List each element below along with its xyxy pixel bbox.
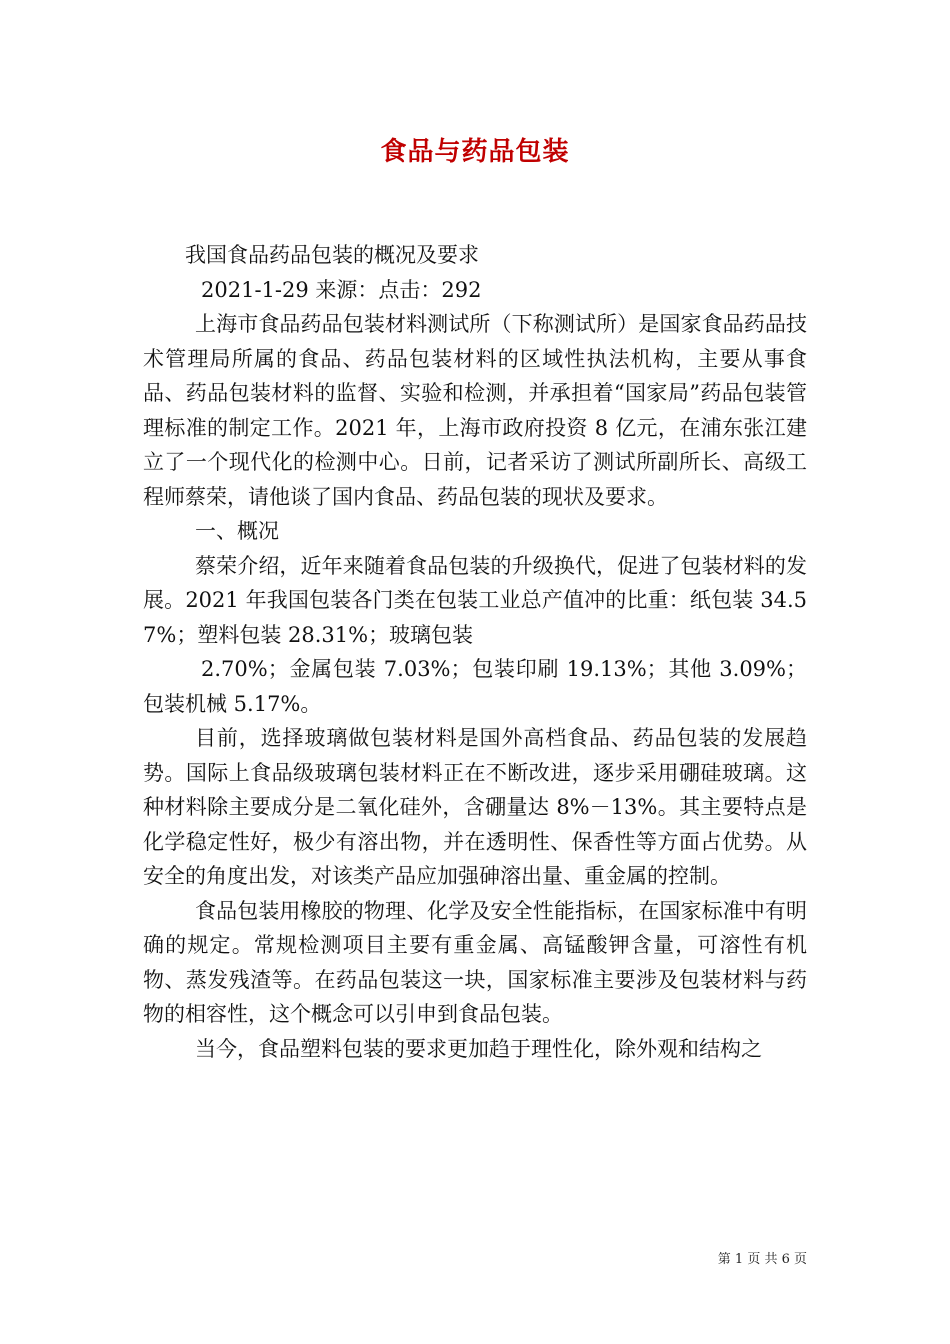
paragraph-heading: 我国食品药品包装的概况及要求 xyxy=(185,243,479,267)
paragraph-intro: 上海市食品药品包装材料测试所（下称测试所）是国家食品药品技术管理局所属的食品、药品包装材料的区域性执法机构，主要从事食品、药品包装材料的监督、实验和检测，并承担着“国家局”药品包装管理标准的制定工作。2021 年，上海市政府投资 8 亿元，在浦东张江建立了一个现代化的检测中心。日前，记者采访了测试所副所长、高级工程师蔡荣，请他谈了国内食品、药品包装的现状及要求。 xyxy=(143,312,807,509)
paragraph-plastic: 当今，食品塑料包装的要求更加趋于理性化，除外观和结构之 xyxy=(195,1036,762,1061)
paragraph-section-heading: 一、概况 xyxy=(195,519,279,543)
paragraph-overview: 蔡荣介绍，近年来随着食品包装的升级换代，促进了包装材料的发展。2021 年我国包装各门类在包装工业总产值冲的比重：纸包装 34.57%；塑料包装 28.31%；玻璃包装 xyxy=(143,553,807,647)
document-title: 食品与药品包装 xyxy=(380,137,570,167)
paragraph-rubber: 食品包装用橡胶的物理、化学及安全性能指标，在国家标准中有明确的规定。常规检测项目主要有重金属、高锰酸钾含量，可溶性有机物、蒸发残渣等。在药品包装这一块，国家标准主要涉及包装材料与药物的相容性，这个概念可以引申到食品包装。 xyxy=(143,898,807,1026)
paragraph-overview-continued: 2.70%；金属包装 7.03%；包装印刷 19.13%；其他 3.09%；包装机械 5.17%。 xyxy=(143,657,807,716)
paragraph-glass: 目前，选择玻璃做包装材料是国外高档食品、药品包装的发展趋势。国际上食品级玻璃包装材料正在不断改进，逐步采用硼硅玻璃。这种材料除主要成分是二氧化硅外，含硼量达 8%－13%。其主要特点是化学稳定性好，极少有溶出物，并在透明性、保香性等方面占优势。从安全的角度出发，对该类产品应加强砷溶出量、重金属的控制。 xyxy=(143,726,807,888)
page-number: 第 1 页 共 6 页 xyxy=(717,1252,807,1267)
document-body xyxy=(143,238,807,1066)
paragraph-meta: 2021-1-29 来源：点击：292 xyxy=(201,277,482,302)
